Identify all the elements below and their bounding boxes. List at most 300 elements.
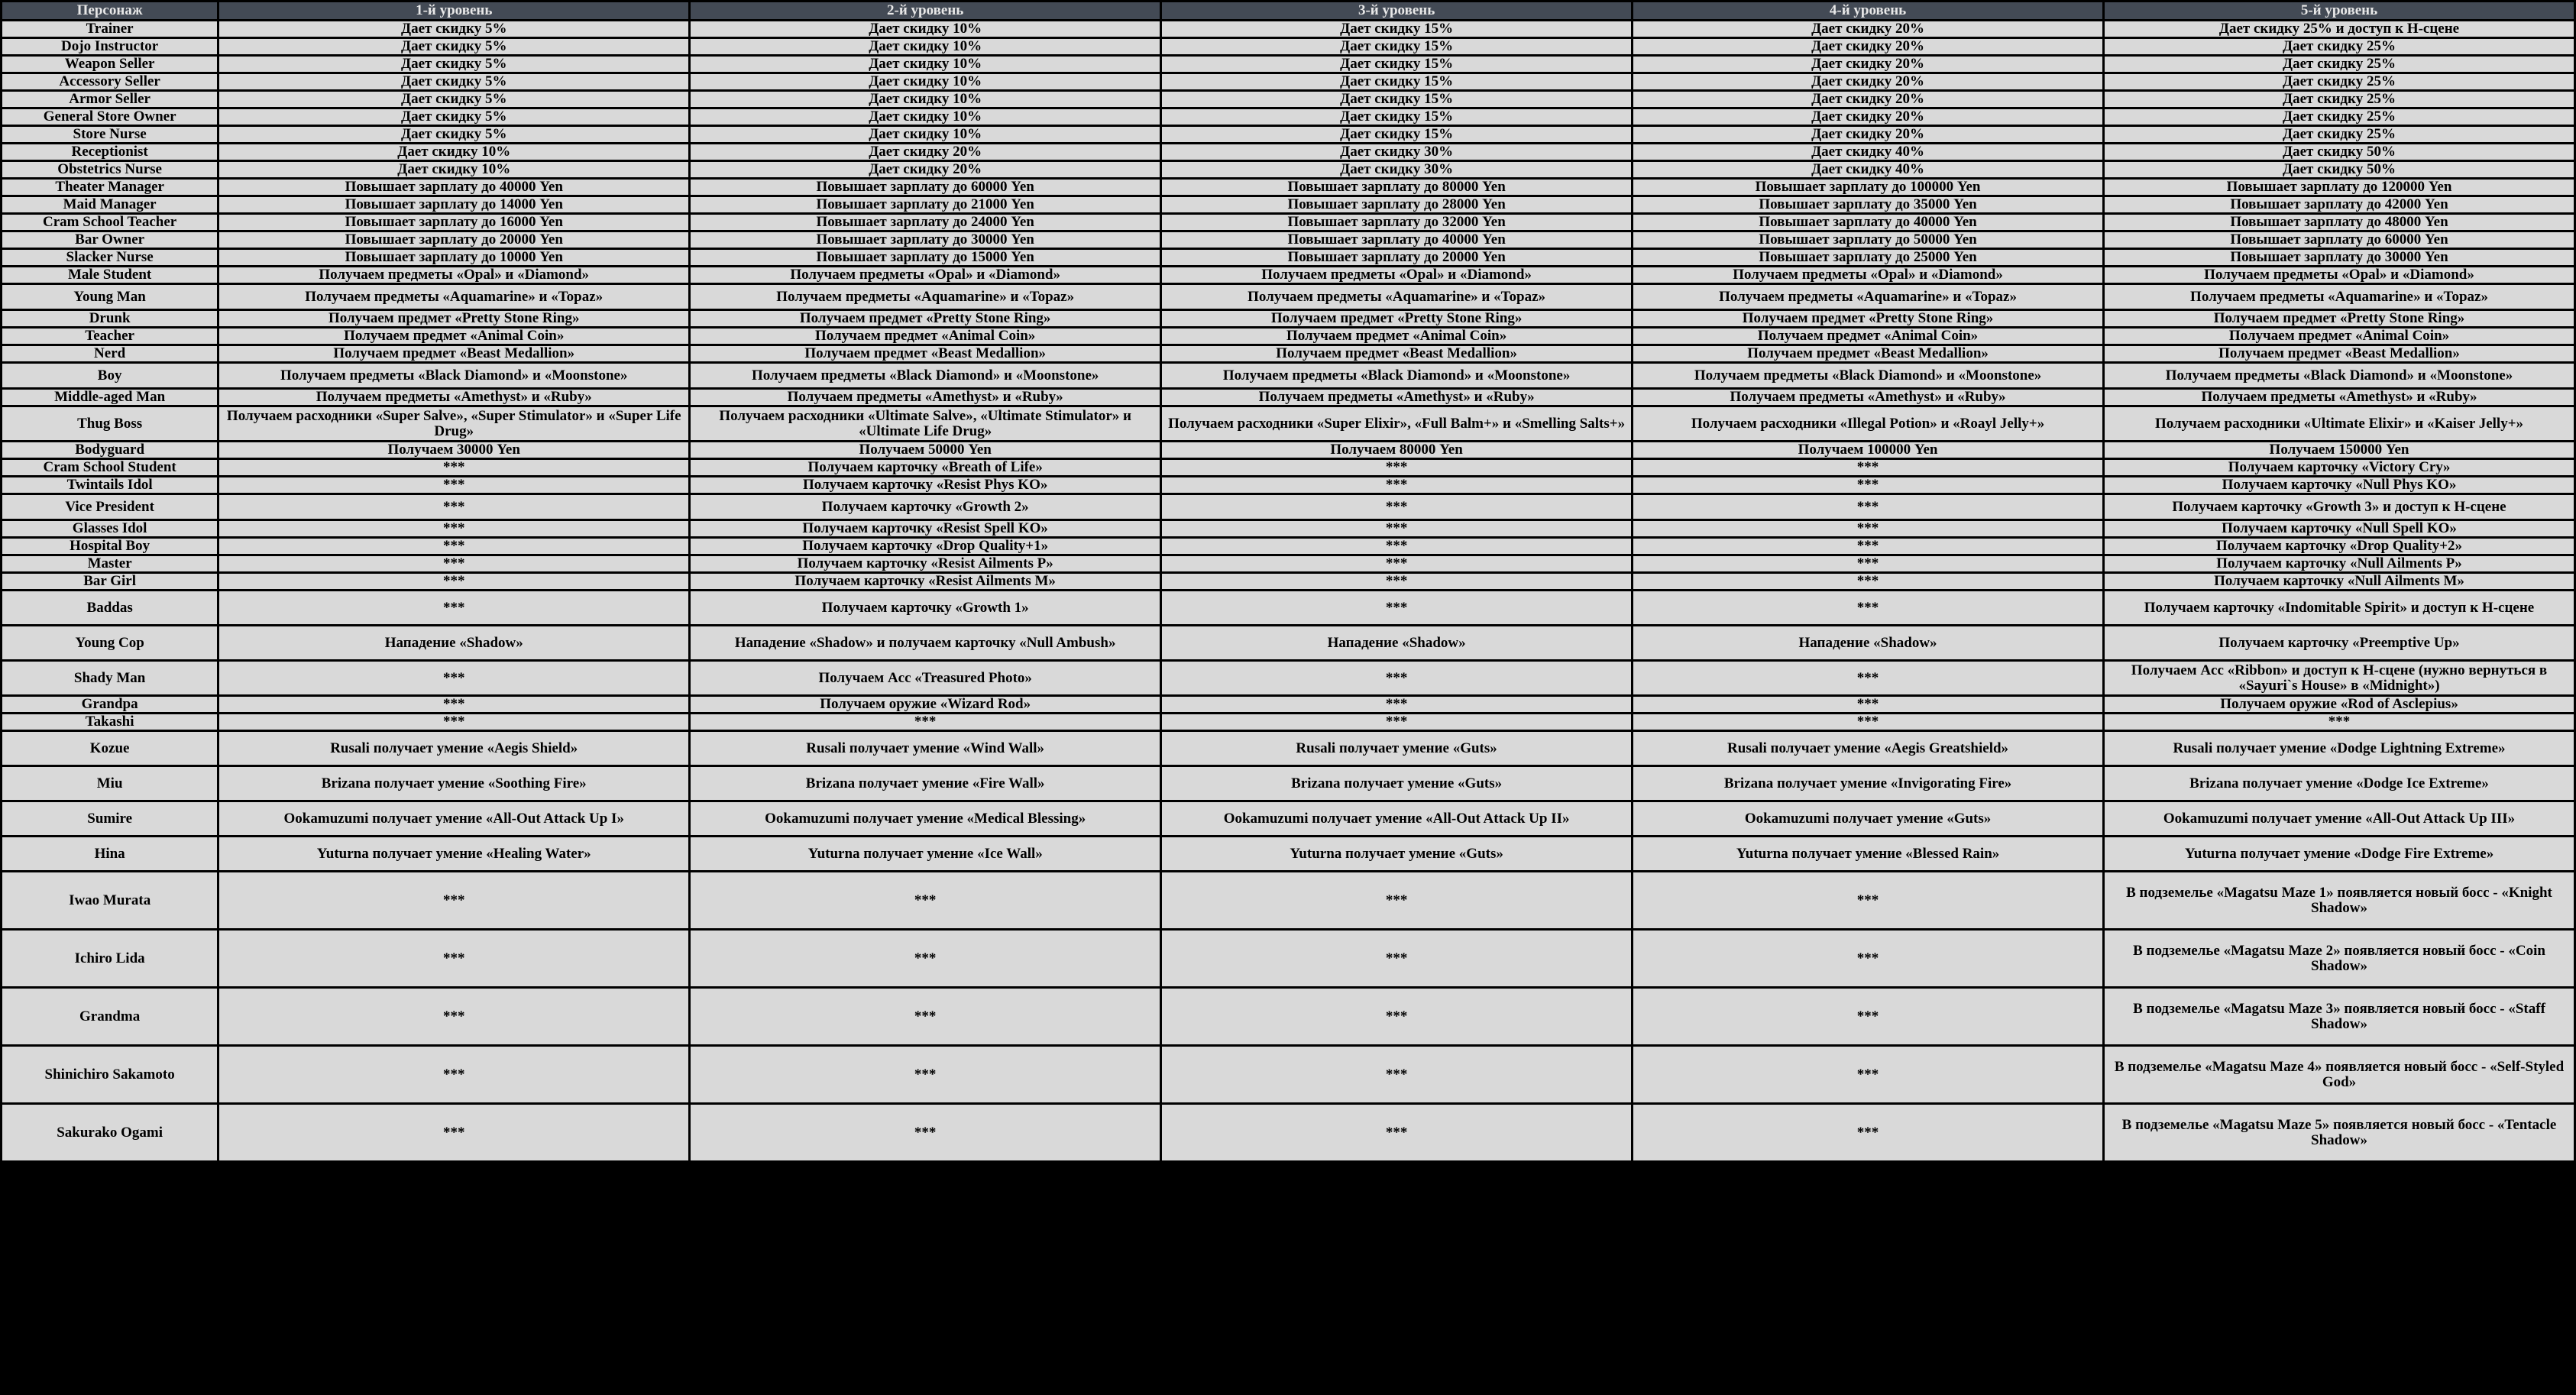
- table-row: [2, 696, 2575, 714]
- cell-level-4: ***: [1633, 477, 2104, 494]
- cell-level-4: Rusali получает умение «Aegis Greatshield»: [1633, 731, 2104, 766]
- cell-level-5: Дает скидку 50%: [2104, 161, 2575, 179]
- cell-character: Ichiro Lida: [2, 930, 218, 988]
- cell-level-2: ***: [690, 1046, 1161, 1104]
- table-row: [2, 56, 2575, 73]
- cell-character: Bar Owner: [2, 231, 218, 249]
- cell-level-2: Повышает зарплату до 21000 Yen: [690, 196, 1161, 214]
- cell-character: Takashi: [2, 714, 218, 731]
- cell-level-3: Дает скидку 15%: [1161, 126, 1633, 144]
- cell-level-3: Получаем предмет «Beast Medallion»: [1161, 345, 1633, 363]
- cell-level-1: ***: [218, 591, 690, 626]
- table-row: [2, 161, 2575, 179]
- cell-level-3: Получаем предмет «Animal Coin»: [1161, 328, 1633, 345]
- cell-level-5: Получаем расходники «Ultimate Elixir» и «Kaiser Jelly+»: [2104, 406, 2575, 442]
- cell-level-5: Получаем карточку «Null Phys KO»: [2104, 477, 2575, 494]
- cell-level-2: ***: [690, 930, 1161, 988]
- cell-level-3: ***: [1161, 988, 1633, 1046]
- table-row: [2, 442, 2575, 459]
- table-row: [2, 126, 2575, 144]
- cell-character: Dojo Instructor: [2, 38, 218, 56]
- cell-level-5: Получаем карточку «Null Ailments P»: [2104, 555, 2575, 573]
- cell-level-2: Получаем карточку «Resist Ailments M»: [690, 573, 1161, 591]
- table-row: [2, 1104, 2575, 1162]
- cell-level-5: В подземелье «Magatsu Maze 2» появляется новый босс - «Coin Shadow»: [2104, 930, 2575, 988]
- cell-level-3: ***: [1161, 459, 1633, 477]
- cell-level-1: Повышает зарплату до 10000 Yen: [218, 249, 690, 267]
- cell-level-2: Дает скидку 20%: [690, 161, 1161, 179]
- table-row: [2, 310, 2575, 328]
- cell-level-5: Получаем карточку «Drop Quality+2»: [2104, 538, 2575, 555]
- cell-level-3: Получаем предметы «Opal» и «Diamond»: [1161, 267, 1633, 284]
- cell-level-2: Повышает зарплату до 15000 Yen: [690, 249, 1161, 267]
- cell-level-3: ***: [1161, 930, 1633, 988]
- cell-level-1: Rusali получает умение «Aegis Shield»: [218, 731, 690, 766]
- cell-level-1: ***: [218, 1046, 690, 1104]
- cell-level-2: Получаем карточку «Drop Quality+1»: [690, 538, 1161, 555]
- cell-level-2: Повышает зарплату до 24000 Yen: [690, 214, 1161, 231]
- cell-level-1: ***: [218, 696, 690, 714]
- cell-level-1: Дает скидку 5%: [218, 91, 690, 108]
- cell-level-3: ***: [1161, 538, 1633, 555]
- cell-level-2: Дает скидку 10%: [690, 73, 1161, 91]
- cell-level-4: Повышает зарплату до 25000 Yen: [1633, 249, 2104, 267]
- cell-character: Accessory Seller: [2, 73, 218, 91]
- cell-level-1: ***: [218, 930, 690, 988]
- cell-level-1: ***: [218, 1104, 690, 1162]
- cell-level-3: Повышает зарплату до 20000 Yen: [1161, 249, 1633, 267]
- cell-level-4: ***: [1633, 459, 2104, 477]
- table-row: [2, 731, 2575, 766]
- cell-level-4: Ookamuzumi получает умение «Guts»: [1633, 801, 2104, 837]
- cell-character: Armor Seller: [2, 91, 218, 108]
- cell-level-5: Получаем предмет «Pretty Stone Ring»: [2104, 310, 2575, 328]
- cell-level-3: Нападение «Shadow»: [1161, 626, 1633, 661]
- table-row: [2, 988, 2575, 1046]
- cell-level-2: Повышает зарплату до 60000 Yen: [690, 179, 1161, 196]
- cell-level-3: Yuturna получает умение «Guts»: [1161, 837, 1633, 872]
- cell-character: Cram School Student: [2, 459, 218, 477]
- table-row: [2, 591, 2575, 626]
- cell-character: Maid Manager: [2, 196, 218, 214]
- cell-level-1: Получаем предмет «Beast Medallion»: [218, 345, 690, 363]
- cell-character: Shinichiro Sakamoto: [2, 1046, 218, 1104]
- cell-level-3: Дает скидку 30%: [1161, 161, 1633, 179]
- cell-level-5: Дает скидку 25%: [2104, 38, 2575, 56]
- cell-level-4: Дает скидку 20%: [1633, 126, 2104, 144]
- table-row: [2, 73, 2575, 91]
- header-character: Персонаж: [2, 2, 218, 21]
- cell-level-2: Дает скидку 10%: [690, 56, 1161, 73]
- table-row: [2, 459, 2575, 477]
- cell-level-2: Получаем предметы «Amethyst» и «Ruby»: [690, 389, 1161, 406]
- cell-level-5: Получаем предметы «Aquamarine» и «Topaz»: [2104, 284, 2575, 310]
- table-row: [2, 179, 2575, 196]
- header-level-2: 2-й уровень: [690, 2, 1161, 21]
- cell-level-3: ***: [1161, 1104, 1633, 1162]
- cell-character: Middle-aged Man: [2, 389, 218, 406]
- cell-level-2: Дает скидку 10%: [690, 108, 1161, 126]
- cell-level-2: Yuturna получает умение «Ice Wall»: [690, 837, 1161, 872]
- cell-level-5: Получаем карточку «Growth 3» и доступ к H-сцене: [2104, 494, 2575, 520]
- cell-level-1: Получаем предметы «Amethyst» и «Ruby»: [218, 389, 690, 406]
- cell-level-3: Rusali получает умение «Guts»: [1161, 731, 1633, 766]
- cell-level-3: Получаем предметы «Amethyst» и «Ruby»: [1161, 389, 1633, 406]
- cell-level-5: Дает скидку 50%: [2104, 144, 2575, 161]
- cell-character: Nerd: [2, 345, 218, 363]
- cell-level-2: Получаем карточку «Resist Phys KO»: [690, 477, 1161, 494]
- cell-level-4: Получаем предметы «Opal» и «Diamond»: [1633, 267, 2104, 284]
- table-row: [2, 91, 2575, 108]
- cell-level-5: Повышает зарплату до 30000 Yen: [2104, 249, 2575, 267]
- cell-level-4: ***: [1633, 538, 2104, 555]
- cell-level-4: Получаем предмет «Animal Coin»: [1633, 328, 2104, 345]
- cell-level-3: Дает скидку 15%: [1161, 38, 1633, 56]
- cell-level-1: Получаем предметы «Opal» и «Diamond»: [218, 267, 690, 284]
- cell-level-1: Дает скидку 5%: [218, 73, 690, 91]
- cell-level-3: ***: [1161, 573, 1633, 591]
- table-row: [2, 284, 2575, 310]
- cell-level-3: ***: [1161, 520, 1633, 538]
- table-row: [2, 930, 2575, 988]
- cell-character: Grandpa: [2, 696, 218, 714]
- cell-level-4: Получаем предметы «Aquamarine» и «Topaz»: [1633, 284, 2104, 310]
- cell-level-4: Дает скидку 20%: [1633, 56, 2104, 73]
- cell-level-4: Получаем предметы «Amethyst» и «Ruby»: [1633, 389, 2104, 406]
- cell-character: Boy: [2, 363, 218, 389]
- cell-character: Bodyguard: [2, 442, 218, 459]
- header-level-3: 3-й уровень: [1161, 2, 1633, 21]
- cell-level-1: ***: [218, 494, 690, 520]
- cell-level-3: Повышает зарплату до 32000 Yen: [1161, 214, 1633, 231]
- cell-level-2: ***: [690, 872, 1161, 930]
- cell-character: Cram School Teacher: [2, 214, 218, 231]
- cell-level-1: Повышает зарплату до 16000 Yen: [218, 214, 690, 231]
- cell-level-5: Получаем Acc «Ribbon» и доступ к H-сцене (нужно вернуться в «Sayuri`s House» в «Midnight»): [2104, 661, 2575, 696]
- header-level-1: 1-й уровень: [218, 2, 690, 21]
- table-row: [2, 21, 2575, 38]
- cell-character: Hospital Boy: [2, 538, 218, 555]
- cell-level-2: Получаем предмет «Pretty Stone Ring»: [690, 310, 1161, 328]
- table-row: [2, 214, 2575, 231]
- table-row: [2, 363, 2575, 389]
- cell-level-4: ***: [1633, 1046, 2104, 1104]
- cell-level-4: Дает скидку 20%: [1633, 108, 2104, 126]
- cell-level-4: ***: [1633, 661, 2104, 696]
- cell-level-5: Получаем предметы «Black Diamond» и «Moonstone»: [2104, 363, 2575, 389]
- cell-level-3: Получаем 80000 Yen: [1161, 442, 1633, 459]
- cell-level-1: ***: [218, 520, 690, 538]
- cell-level-3: Получаем предметы «Aquamarine» и «Topaz»: [1161, 284, 1633, 310]
- cell-level-5: Получаем карточку «Indomitable Spirit» и доступ к H-сцене: [2104, 591, 2575, 626]
- cell-level-5: Получаем карточку «Preemptive Up»: [2104, 626, 2575, 661]
- cell-level-5: Brizana получает умение «Dodge Ice Extreme»: [2104, 766, 2575, 801]
- cell-character: Bar Girl: [2, 573, 218, 591]
- cell-level-5: Дает скидку 25%: [2104, 91, 2575, 108]
- cell-character: Hina: [2, 837, 218, 872]
- cell-level-3: Дает скидку 15%: [1161, 91, 1633, 108]
- table-row: [2, 661, 2575, 696]
- cell-level-4: ***: [1633, 591, 2104, 626]
- table-row: [2, 626, 2575, 661]
- cell-character: Glasses Idol: [2, 520, 218, 538]
- cell-level-5: Получаем предметы «Amethyst» и «Ruby»: [2104, 389, 2575, 406]
- cell-level-4: Получаем предметы «Black Diamond» и «Moonstone»: [1633, 363, 2104, 389]
- cell-level-3: ***: [1161, 872, 1633, 930]
- cell-level-5: Дает скидку 25%: [2104, 108, 2575, 126]
- cell-level-1: Получаем 30000 Yen: [218, 442, 690, 459]
- cell-level-4: ***: [1633, 573, 2104, 591]
- table-row: [2, 249, 2575, 267]
- cell-level-1: ***: [218, 555, 690, 573]
- cell-level-4: ***: [1633, 930, 2104, 988]
- cell-level-2: Получаем карточку «Growth 1»: [690, 591, 1161, 626]
- table-row: [2, 477, 2575, 494]
- cell-level-5: Получаем 150000 Yen: [2104, 442, 2575, 459]
- cell-level-5: Повышает зарплату до 42000 Yen: [2104, 196, 2575, 214]
- cell-level-2: Получаем карточку «Breath of Life»: [690, 459, 1161, 477]
- cell-level-1: ***: [218, 477, 690, 494]
- cell-level-2: Дает скидку 10%: [690, 91, 1161, 108]
- cell-level-4: Нападение «Shadow»: [1633, 626, 2104, 661]
- cell-level-2: ***: [690, 1104, 1161, 1162]
- cell-level-1: Дает скидку 5%: [218, 38, 690, 56]
- cell-level-5: Повышает зарплату до 60000 Yen: [2104, 231, 2575, 249]
- cell-level-1: Дает скидку 10%: [218, 161, 690, 179]
- header-row: [2, 2, 2575, 21]
- cell-level-5: Rusali получает умение «Dodge Lightning Extreme»: [2104, 731, 2575, 766]
- cell-level-3: ***: [1161, 494, 1633, 520]
- cell-character: Weapon Seller: [2, 56, 218, 73]
- cell-character: Drunk: [2, 310, 218, 328]
- table-row: [2, 389, 2575, 406]
- cell-character: Miu: [2, 766, 218, 801]
- cell-character: Thug Boss: [2, 406, 218, 442]
- cell-character: Twintails Idol: [2, 477, 218, 494]
- cell-level-5: Получаем предметы «Opal» и «Diamond»: [2104, 267, 2575, 284]
- cell-level-1: ***: [218, 459, 690, 477]
- cell-level-3: Ookamuzumi получает умение «All-Out Attack Up II»: [1161, 801, 1633, 837]
- table-row: [2, 538, 2575, 555]
- cell-level-1: Brizana получает умение «Soothing Fire»: [218, 766, 690, 801]
- cell-level-4: Дает скидку 20%: [1633, 21, 2104, 38]
- table-row: [2, 1046, 2575, 1104]
- cell-level-5: Получаем предмет «Animal Coin»: [2104, 328, 2575, 345]
- cell-level-4: ***: [1633, 555, 2104, 573]
- cell-level-1: Дает скидку 5%: [218, 56, 690, 73]
- cell-level-4: Получаем предмет «Beast Medallion»: [1633, 345, 2104, 363]
- cell-level-3: Brizana получает умение «Guts»: [1161, 766, 1633, 801]
- cell-level-3: Дает скидку 15%: [1161, 73, 1633, 91]
- cell-level-4: Дает скидку 40%: [1633, 161, 2104, 179]
- cell-level-2: Получаем предмет «Animal Coin»: [690, 328, 1161, 345]
- cell-level-5: В подземелье «Magatsu Maze 5» появляется новый босс - «Tentacle Shadow»: [2104, 1104, 2575, 1162]
- cell-level-2: Дает скидку 10%: [690, 21, 1161, 38]
- cell-character: Grandma: [2, 988, 218, 1046]
- table-row: [2, 872, 2575, 930]
- cell-level-4: Yuturna получает умение «Blessed Rain»: [1633, 837, 2104, 872]
- table-row: [2, 714, 2575, 731]
- cell-level-1: Дает скидку 5%: [218, 21, 690, 38]
- cell-level-2: Получаем предмет «Beast Medallion»: [690, 345, 1161, 363]
- cell-level-1: Дает скидку 5%: [218, 108, 690, 126]
- cell-character: Store Nurse: [2, 126, 218, 144]
- table-row: [2, 837, 2575, 872]
- cell-level-1: Получаем предмет «Animal Coin»: [218, 328, 690, 345]
- table-row: [2, 406, 2575, 442]
- cell-level-2: Дает скидку 10%: [690, 38, 1161, 56]
- cell-level-3: Получаем расходники «Super Elixir», «Full Balm+» и «Smelling Salts+»: [1161, 406, 1633, 442]
- cell-level-5: Yuturna получает умение «Dodge Fire Extreme»: [2104, 837, 2575, 872]
- cell-level-3: Дает скидку 15%: [1161, 21, 1633, 38]
- cell-level-2: Повышает зарплату до 30000 Yen: [690, 231, 1161, 249]
- cell-level-3: Дает скидку 30%: [1161, 144, 1633, 161]
- cell-level-1: Дает скидку 5%: [218, 126, 690, 144]
- cell-character: General Store Owner: [2, 108, 218, 126]
- table-row: [2, 196, 2575, 214]
- cell-level-5: Дает скидку 25%: [2104, 73, 2575, 91]
- cell-level-2: Rusali получает умение «Wind Wall»: [690, 731, 1161, 766]
- header-level-4: 4-й уровень: [1633, 2, 2104, 21]
- cell-level-4: Дает скидку 20%: [1633, 73, 2104, 91]
- cell-character: Kozue: [2, 731, 218, 766]
- cell-level-2: Получаем оружие «Wizard Rod»: [690, 696, 1161, 714]
- cell-level-2: Дает скидку 20%: [690, 144, 1161, 161]
- cell-level-4: ***: [1633, 872, 2104, 930]
- cell-level-2: Дает скидку 10%: [690, 126, 1161, 144]
- cell-level-1: ***: [218, 714, 690, 731]
- cell-character: Theater Manager: [2, 179, 218, 196]
- table-row: [2, 801, 2575, 837]
- cell-character: Master: [2, 555, 218, 573]
- cell-character: Obstetrics Nurse: [2, 161, 218, 179]
- cell-level-5: Повышает зарплату до 120000 Yen: [2104, 179, 2575, 196]
- cell-level-4: ***: [1633, 696, 2104, 714]
- cell-level-3: Получаем предмет «Pretty Stone Ring»: [1161, 310, 1633, 328]
- cell-level-4: Получаем 100000 Yen: [1633, 442, 2104, 459]
- cell-level-5: Получаем оружие «Rod of Asclepius»: [2104, 696, 2575, 714]
- cell-level-4: Повышает зарплату до 100000 Yen: [1633, 179, 2104, 196]
- cell-level-5: ***: [2104, 714, 2575, 731]
- cell-level-2: Получаем карточку «Resist Ailments P»: [690, 555, 1161, 573]
- cell-character: Slacker Nurse: [2, 249, 218, 267]
- table-row: [2, 144, 2575, 161]
- cell-level-1: Повышает зарплату до 40000 Yen: [218, 179, 690, 196]
- cell-character: Baddas: [2, 591, 218, 626]
- cell-character: Vice President: [2, 494, 218, 520]
- table-row: [2, 38, 2575, 56]
- cell-level-1: Получаем предметы «Black Diamond» и «Moonstone»: [218, 363, 690, 389]
- table-row: [2, 494, 2575, 520]
- cell-level-4: Повышает зарплату до 50000 Yen: [1633, 231, 2104, 249]
- cell-level-5: Получаем карточку «Victory Cry»: [2104, 459, 2575, 477]
- cell-level-2: Получаем расходники «Ultimate Salve», «Ultimate Stimulator» и «Ultimate Life Drug»: [690, 406, 1161, 442]
- cell-level-2: Нападение «Shadow» и получаем карточку «Null Ambush»: [690, 626, 1161, 661]
- cell-level-1: Yuturna получает умение «Healing Water»: [218, 837, 690, 872]
- cell-level-2: ***: [690, 988, 1161, 1046]
- cell-level-2: ***: [690, 714, 1161, 731]
- cell-level-3: Повышает зарплату до 28000 Yen: [1161, 196, 1633, 214]
- cell-level-2: Ookamuzumi получает умение «Medical Blessing»: [690, 801, 1161, 837]
- cell-level-4: Дает скидку 20%: [1633, 91, 2104, 108]
- cell-level-4: ***: [1633, 494, 2104, 520]
- cell-character: Young Man: [2, 284, 218, 310]
- cell-level-1: Получаем предметы «Aquamarine» и «Topaz»: [218, 284, 690, 310]
- cell-character: Sumire: [2, 801, 218, 837]
- header-level-5: 5-й уровень: [2104, 2, 2575, 21]
- cell-character: Trainer: [2, 21, 218, 38]
- cell-level-5: В подземелье «Magatsu Maze 1» появляется новый босс - «Knight Shadow»: [2104, 872, 2575, 930]
- cell-level-3: ***: [1161, 555, 1633, 573]
- cell-level-1: ***: [218, 988, 690, 1046]
- cell-level-4: ***: [1633, 1104, 2104, 1162]
- table-row: [2, 328, 2575, 345]
- table-row: [2, 573, 2575, 591]
- cell-character: Teacher: [2, 328, 218, 345]
- cell-level-5: В подземелье «Magatsu Maze 3» появляется новый босс - «Staff Shadow»: [2104, 988, 2575, 1046]
- cell-character: Iwao Murata: [2, 872, 218, 930]
- cell-level-3: Дает скидку 15%: [1161, 108, 1633, 126]
- cell-level-4: Дает скидку 40%: [1633, 144, 2104, 161]
- cell-character: Young Cop: [2, 626, 218, 661]
- cell-level-5: Ookamuzumi получает умение «All-Out Attack Up III»: [2104, 801, 2575, 837]
- table-row: [2, 267, 2575, 284]
- cell-level-1: ***: [218, 661, 690, 696]
- cell-level-1: ***: [218, 872, 690, 930]
- cell-level-3: ***: [1161, 696, 1633, 714]
- cell-level-5: Дает скидку 25% и доступ к H-сцене: [2104, 21, 2575, 38]
- cell-level-5: Получаем карточку «Null Ailments M»: [2104, 573, 2575, 591]
- cell-level-4: Получаем расходники «Illegal Potion» и «Roayl Jelly+»: [1633, 406, 2104, 442]
- cell-level-4: Повышает зарплату до 40000 Yen: [1633, 214, 2104, 231]
- cell-character: Male Student: [2, 267, 218, 284]
- cell-character: Receptionist: [2, 144, 218, 161]
- cell-level-4: ***: [1633, 714, 2104, 731]
- cell-level-5: Получаем карточку «Null Spell KO»: [2104, 520, 2575, 538]
- table-row: [2, 231, 2575, 249]
- table-row: [2, 555, 2575, 573]
- cell-level-3: ***: [1161, 1046, 1633, 1104]
- cell-level-5: Дает скидку 25%: [2104, 126, 2575, 144]
- cell-level-1: Ookamuzumi получает умение «All-Out Attack Up I»: [218, 801, 690, 837]
- cell-level-5: Повышает зарплату до 48000 Yen: [2104, 214, 2575, 231]
- cell-level-1: ***: [218, 573, 690, 591]
- cell-character: Shady Man: [2, 661, 218, 696]
- cell-level-2: Получаем предметы «Aquamarine» и «Topaz»: [690, 284, 1161, 310]
- cell-level-1: Нападение «Shadow»: [218, 626, 690, 661]
- cell-level-3: Получаем предметы «Black Diamond» и «Moonstone»: [1161, 363, 1633, 389]
- cell-level-2: Получаем предметы «Black Diamond» и «Moonstone»: [690, 363, 1161, 389]
- cell-level-4: Повышает зарплату до 35000 Yen: [1633, 196, 2104, 214]
- cell-level-3: ***: [1161, 591, 1633, 626]
- cell-level-1: Дает скидку 10%: [218, 144, 690, 161]
- cell-level-1: Повышает зарплату до 14000 Yen: [218, 196, 690, 214]
- cell-level-5: Дает скидку 25%: [2104, 56, 2575, 73]
- table-row: [2, 345, 2575, 363]
- cell-level-3: Дает скидку 15%: [1161, 56, 1633, 73]
- cell-level-1: Получаем предмет «Pretty Stone Ring»: [218, 310, 690, 328]
- cell-level-2: Получаем карточку «Resist Spell KO»: [690, 520, 1161, 538]
- cell-level-2: Получаем предметы «Opal» и «Diamond»: [690, 267, 1161, 284]
- cell-level-2: Brizana получает умение «Fire Wall»: [690, 766, 1161, 801]
- cell-level-4: Получаем предмет «Pretty Stone Ring»: [1633, 310, 2104, 328]
- cell-level-4: Дает скидку 20%: [1633, 38, 2104, 56]
- cell-level-3: Повышает зарплату до 80000 Yen: [1161, 179, 1633, 196]
- cell-level-2: Получаем карточку «Growth 2»: [690, 494, 1161, 520]
- cell-character: Sakurako Ogami: [2, 1104, 218, 1162]
- cell-level-5: В подземелье «Magatsu Maze 4» появляется новый босс - «Self-Styled God»: [2104, 1046, 2575, 1104]
- cell-level-2: Получаем 50000 Yen: [690, 442, 1161, 459]
